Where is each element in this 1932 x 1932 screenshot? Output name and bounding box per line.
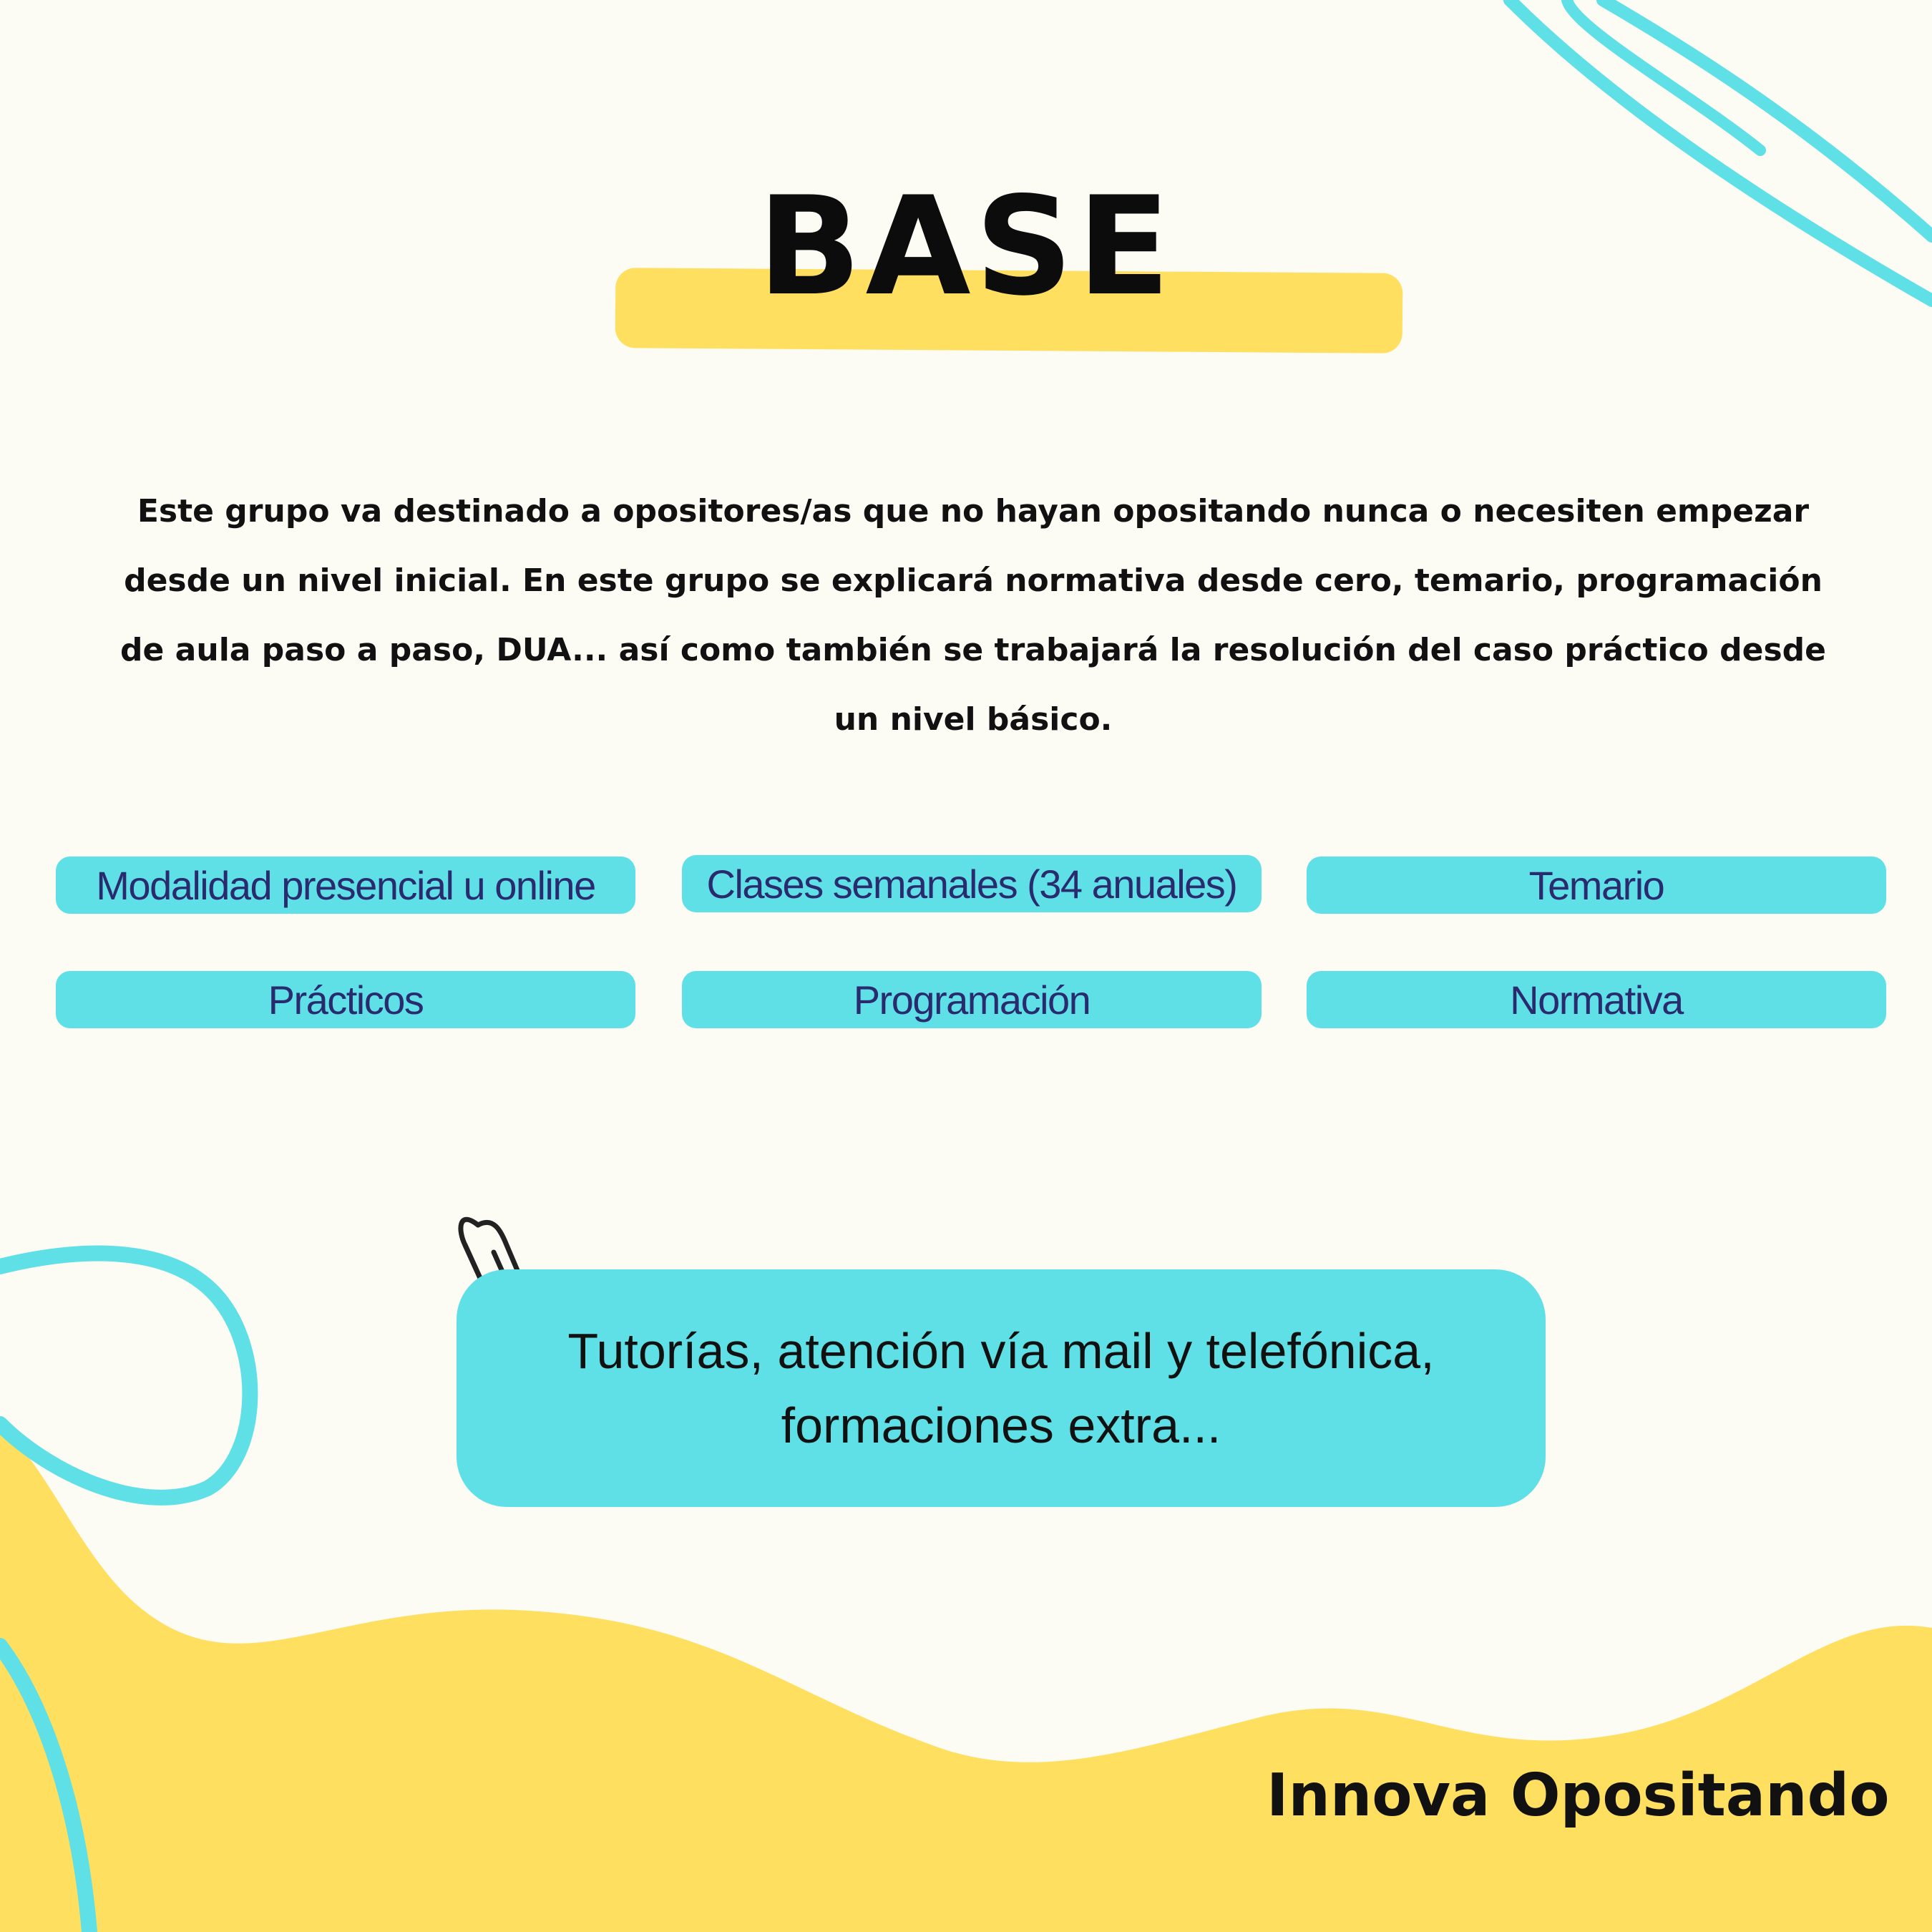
feature-pill: Clases semanales (34 anuales) (682, 855, 1262, 912)
feature-pill: Normativa (1307, 971, 1886, 1028)
brand-name: Innova Opositando (1267, 1762, 1890, 1830)
feature-pill: Programación (682, 971, 1262, 1028)
feature-pill: Modalidad presencial u online (56, 857, 635, 914)
page-title: BASE (757, 167, 1175, 326)
cyan-loop-left (0, 1254, 250, 1498)
callout-card (457, 1269, 1546, 1507)
feature-pill: Prácticos (56, 971, 635, 1028)
feature-pill: Temario (1307, 857, 1886, 914)
callout-line-2: formaciones extra... (781, 1397, 1221, 1453)
description: Este grupo va destinado a opositores/as que no hayan opositando nunca o necesiten empezar desde un nivel inicial. En este grupo se explicará normativa desde cero, temario, programación de aula paso a paso, DUA... así como también se trabajará la resolución del caso práctico desde un nivel básico. (120, 493, 1826, 738)
callout-line-1: Tutorías, atención vía mail y telefónica, (567, 1323, 1435, 1379)
